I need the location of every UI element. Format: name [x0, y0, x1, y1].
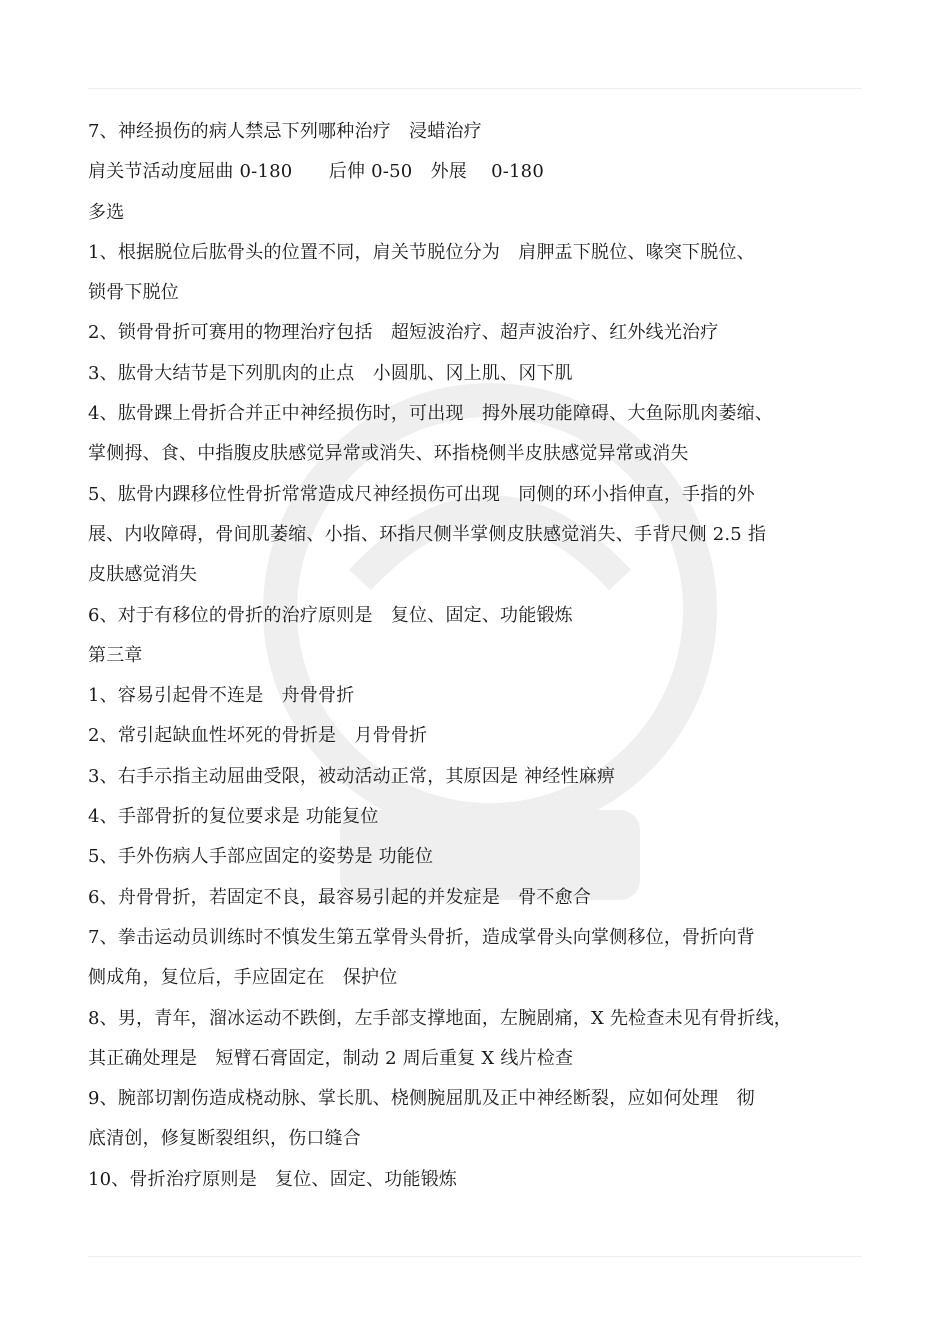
header-rule — [88, 88, 862, 89]
text-line: 侧成角，复位后，手应固定在 保护位 — [88, 967, 398, 989]
text-line: 9、腕部切割伤造成桡动脉、掌长肌、桡侧腕屈肌及正中神经断裂，应如何处理 彻 — [88, 1088, 755, 1110]
text-line: 7、拳击运动员训练时不慎发生第五掌骨头骨折，造成掌骨头向掌侧移位，骨折向背 — [88, 926, 755, 948]
text-line: 6、舟骨骨折，若固定不良，最容易引起的并发症是 骨不愈合 — [88, 886, 592, 908]
text-line: 5、手外伤病人手部应固定的姿势是 功能位 — [88, 846, 434, 868]
text-line: 5、肱骨内踝移位性骨折常常造成尺神经损伤可出现 同侧的环小指伸直，手指的外 — [88, 483, 755, 505]
chapter-heading: 第三章 — [88, 644, 143, 666]
text-line: 掌侧拇、食、中指腹皮肤感觉异常或消失、环指桡侧半皮肤感觉异常或消失 — [88, 443, 689, 465]
text-line: 锁骨下脱位 — [88, 282, 179, 304]
text-line: 皮肤感觉消失 — [88, 564, 198, 586]
text-line: 3、肱骨大结节是下列肌肉的止点 小圆肌、冈上肌、冈下肌 — [88, 362, 573, 384]
text-line: 底清创，修复断裂组织，伤口缝合 — [88, 1128, 361, 1150]
text-line: 展、内收障碍，骨间肌萎缩、小指、环指尺侧半掌侧皮肤感觉消失、手背尺侧 2.5 指 — [88, 523, 767, 545]
text-line: 4、手部骨折的复位要求是 功能复位 — [88, 806, 379, 828]
section-heading: 多选 — [88, 201, 125, 223]
document-body — [88, 112, 878, 1200]
text-line: 3、右手示指主动屈曲受限，被动活动正常，其原因是 神经性麻痹 — [88, 765, 616, 787]
text-line: 6、对于有移位的骨折的治疗原则是 复位、固定、功能锻炼 — [88, 604, 573, 626]
text-line: 1、根据脱位后肱骨头的位置不同，肩关节脱位分为 肩胛盂下脱位、喙突下脱位、 — [88, 241, 755, 263]
text-line: 肩关节活动度屈曲 0-180 后伸 0-50 外展 0-180 — [88, 161, 544, 183]
text-line: 其正确处理是 短臂石膏固定，制动 2 周后重复 X 线片检查 — [88, 1047, 574, 1069]
text-line: 8、男，青年，溜冰运动不跌倒，左手部支撑地面，左腕剧痛，X 先检查未见有骨折线， — [88, 1007, 792, 1029]
text-line: 4、肱骨踝上骨折合并正中神经损伤时，可出现 拇外展功能障碍、大鱼际肌肉萎缩、 — [88, 403, 774, 425]
text-line: 1、容易引起骨不连是 舟骨骨折 — [88, 685, 355, 707]
text-line: 10、骨折治疗原则是 复位、固定、功能锻炼 — [88, 1168, 458, 1190]
footer-rule — [88, 1256, 862, 1257]
text-line: 7、神经损伤的病人禁忌下列哪种治疗 浸蜡治疗 — [88, 121, 482, 142]
text-line: 2、锁骨骨折可赛用的物理治疗包括 超短波治疗、超声波治疗、红外线光治疗 — [88, 322, 719, 344]
text-line: 2、常引起缺血性坏死的骨折是 月骨骨折 — [88, 725, 428, 747]
